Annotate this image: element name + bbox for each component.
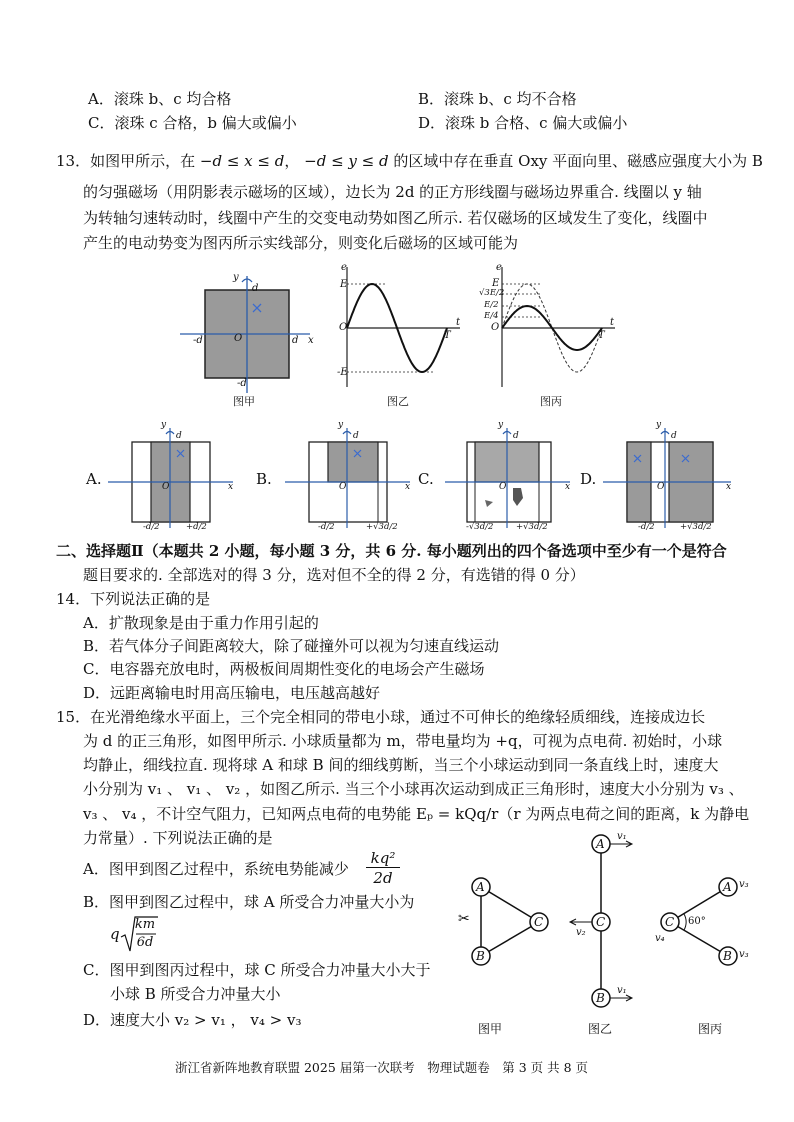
q13-c-neg-r3-half: -√3d/2 bbox=[466, 522, 494, 532]
q15-yi-ball-b: B bbox=[596, 991, 605, 1005]
q15-bing-angle: 60° bbox=[688, 916, 706, 927]
q15-option-c-line2: 小球 B 所受合力冲量大小 bbox=[110, 985, 281, 1003]
q13-bing-T: T bbox=[598, 330, 605, 341]
q15-option-b-numerator: km bbox=[134, 917, 156, 932]
q13-a-x: x bbox=[228, 482, 234, 492]
q15-yi-v2: v₂ bbox=[576, 927, 586, 938]
q15-bing-ball-c: C bbox=[665, 915, 675, 929]
q15-stem-line1: 15．在光滑绝缘水平面上，三个完全相同的带电小球，通过不可伸长的绝缘轻质细线，连接成边长 bbox=[56, 708, 706, 726]
q15-jia-ball-a: A bbox=[476, 880, 485, 894]
q15-stem-line4: 小分别为 v₁ 、 v₁ 、 v₂ ，如图乙所示. 当三个小球再次运动到成正三角形时，速度大小分别为 v₃ 、 bbox=[83, 780, 744, 798]
q13-option-c-label: C. bbox=[418, 470, 434, 488]
q13-c-d: d bbox=[513, 431, 519, 441]
q13-bing-origin: O bbox=[491, 322, 500, 333]
q12-option-a: A．滚珠 b、c 均合格 bbox=[88, 90, 232, 108]
q13-jia-d-top: d bbox=[252, 283, 259, 294]
q15-yi-v1-top: v₁ bbox=[617, 831, 627, 842]
q13-b-pos-r3-half: +√3d/2 bbox=[366, 522, 398, 532]
q15-bing-v3-bottom: v₃ bbox=[739, 949, 749, 960]
q13-c-y: y bbox=[498, 420, 504, 430]
q13-a-y: y bbox=[161, 420, 167, 430]
q15-option-c-line1: C．图甲到图丙过程中，球 C 所受合力冲量大小大于 bbox=[83, 961, 431, 979]
q13-option-a-label: A. bbox=[86, 470, 102, 488]
q13-a-d: d bbox=[176, 431, 182, 441]
q14-option-d: D．远距离输电时用高压输电，电压越高越好 bbox=[83, 684, 381, 702]
q12-option-b: B．滚珠 b、c 均不合格 bbox=[418, 90, 577, 108]
page-footer: 浙江省新阵地教育联盟 2025 届第一次联考 物理试题卷 第 3 页 共 8 页 bbox=[175, 1060, 589, 1075]
q13-b-neg-half: -d/2 bbox=[318, 522, 335, 532]
q13-jia-y: y bbox=[233, 272, 239, 283]
q15-yi-v1-bottom: v₁ bbox=[617, 985, 627, 996]
q13-d-pos-r3-half: +√3d/2 bbox=[680, 522, 712, 532]
scissors-icon: ✂ bbox=[458, 911, 470, 927]
q15-option-b: B．图甲到图乙过程中，球 A 所受合力冲量大小为 bbox=[83, 893, 415, 911]
q13-c-x: x bbox=[565, 482, 571, 492]
q13-d-x: x bbox=[726, 482, 732, 492]
q12-option-c: C．滚珠 c 合格，b 偏大或偏小 bbox=[88, 114, 297, 132]
q13-a-pos-half: +d/2 bbox=[186, 522, 207, 532]
q13-bing-E: E bbox=[492, 278, 500, 289]
q13-option-b-label: B. bbox=[256, 470, 272, 488]
q13-yi-e: e bbox=[341, 262, 347, 273]
q12-option-d: D．滚珠 b 合格、c 偏大或偏小 bbox=[418, 114, 628, 132]
q15-bing-v4: v₄ bbox=[655, 933, 665, 944]
q13-b-origin: O bbox=[339, 482, 347, 492]
q15-option-d: D．速度大小 v₂ > v₁ ， v₄ > v₃ bbox=[83, 1011, 302, 1029]
q15-caption-bing: 图丙 bbox=[698, 1022, 723, 1036]
q13-bing-E-b: E/2 bbox=[484, 300, 499, 310]
q15-bing-ball-b: B bbox=[723, 949, 732, 963]
q13-a-neg-half: -d/2 bbox=[143, 522, 160, 532]
q13-a-origin: O bbox=[162, 482, 170, 492]
q13-c-pos-r3-half: +√3d/2 bbox=[516, 522, 548, 532]
q14-option-c: C．电容器充放电时，两极板间周期性变化的电场会产生磁场 bbox=[83, 660, 485, 678]
q13-jia-neg-d-bottom: -d bbox=[237, 378, 247, 389]
q13-figure-bing bbox=[490, 262, 625, 392]
q15-option-a-numerator: kq² bbox=[366, 849, 400, 868]
q15-yi-ball-a: A bbox=[596, 837, 605, 851]
q13-bing-t: t bbox=[610, 317, 615, 328]
q14-stem: 14．下列说法正确的是 bbox=[56, 590, 211, 608]
q13-d-origin: O bbox=[657, 482, 665, 492]
q15-bing-ball-a: A bbox=[723, 880, 732, 894]
q15-option-a-denominator: 2d bbox=[373, 869, 393, 887]
q15-option-b-q: q bbox=[110, 925, 120, 943]
q14-option-b: B．若气体分子间距离较大，除了碰撞外可以视为匀速直线运动 bbox=[83, 637, 500, 655]
q15-option-a: A．图甲到图乙过程中，系统电势能减少 bbox=[83, 860, 349, 878]
q13-yi-t: t bbox=[456, 317, 461, 328]
q13-jia-d-right: d bbox=[292, 335, 299, 346]
q13-figure-yi bbox=[335, 262, 470, 392]
q15-stem-line5: v₃ 、 v₄ ，不计空气阻力，已知两点电荷的电势能 Eₚ = kQq/r（r 为两点电荷之间的距离，k 为静电 bbox=[83, 805, 750, 823]
q13-d-y: y bbox=[656, 420, 662, 430]
q13-yi-E: E bbox=[340, 279, 348, 290]
q15-yi-ball-c: C bbox=[596, 915, 606, 929]
q15-stem-line2: 为 d 的正三角形，如图甲所示. 小球质量都为 m，带电量均为 +q，可视为点电荷. 初始时，小球 bbox=[83, 732, 723, 750]
q13-bing-E-c: E/4 bbox=[484, 311, 499, 321]
q13-caption-bing: 图丙 bbox=[540, 395, 562, 408]
q13-c-origin: O bbox=[499, 482, 507, 492]
q13-caption-jia: 图甲 bbox=[233, 395, 255, 408]
q13-jia-x: x bbox=[308, 335, 314, 346]
q13-b-y: y bbox=[338, 420, 344, 430]
q13-bing-e: e bbox=[496, 262, 502, 273]
section2-header-line1: 二、选择题Ⅱ（本题共 2 小题，每小题 3 分，共 6 分. 每小题列出的四个备选项中至少有一个是符合 bbox=[56, 542, 727, 560]
q15-stem-line6: 力常量）. 下列说法正确的是 bbox=[83, 829, 273, 847]
q13-yi-origin: O bbox=[339, 322, 348, 333]
q13-stem-line1: 13．如图甲所示，在 −d ≤ x ≤ d， −d ≤ y ≤ d 的区域中存在垂直 Oxy 平面向里、磁感应强度大小为 B bbox=[56, 152, 763, 170]
q15-jia-ball-b: B bbox=[476, 949, 485, 963]
section2-header-line2: 题目要求的. 全部选对的得 3 分，选对但不全的得 2 分，有选错的得 0 分） bbox=[83, 566, 585, 584]
q13-b-x: x bbox=[405, 482, 411, 492]
q14-option-a: A．扩散现象是由于重力作用引起的 bbox=[83, 614, 319, 632]
q15-caption-jia: 图甲 bbox=[478, 1022, 503, 1036]
q13-d-d: d bbox=[671, 431, 677, 441]
q13-jia-origin: O bbox=[234, 333, 243, 344]
q15-bing-v3-top: v₃ bbox=[739, 879, 749, 890]
q15-option-b-denominator: 6d bbox=[136, 935, 154, 950]
q13-stem-line4: 产生的电动势变为图丙所示实线部分，则变化后磁场的区域可能为 bbox=[83, 234, 519, 252]
q13-jia-neg-d: -d bbox=[193, 335, 203, 346]
q13-caption-yi: 图乙 bbox=[387, 395, 409, 408]
q15-jia-ball-c: C bbox=[534, 915, 544, 929]
q15-stem-line3: 均静止，细线拉直. 现将球 A 和球 B 间的细线剪断，当三个小球运动到同一条直线上时，速度大 bbox=[83, 756, 719, 774]
q13-option-d-label: D. bbox=[580, 470, 597, 488]
q13-d-neg-half: -d/2 bbox=[638, 522, 655, 532]
q13-yi-T: T bbox=[444, 330, 451, 341]
q13-yi-neg-E: -E bbox=[337, 367, 348, 378]
q15-figures bbox=[460, 830, 760, 1020]
q13-stem-line3: 为转轴匀速转动时，线圈中产生的交变电动势如图乙所示. 若仅磁场的区域发生了变化，线圈中 bbox=[83, 209, 708, 227]
q13-bing-E-a: √3E/2 bbox=[479, 288, 505, 298]
q15-caption-yi: 图乙 bbox=[588, 1022, 613, 1036]
q13-b-d: d bbox=[353, 431, 359, 441]
q13-stem-line2: 的匀强磁场（用阴影表示磁场的区域），边长为 2d 的正方形线圈与磁场边界重合. 线圈以 y 轴 bbox=[83, 183, 702, 201]
